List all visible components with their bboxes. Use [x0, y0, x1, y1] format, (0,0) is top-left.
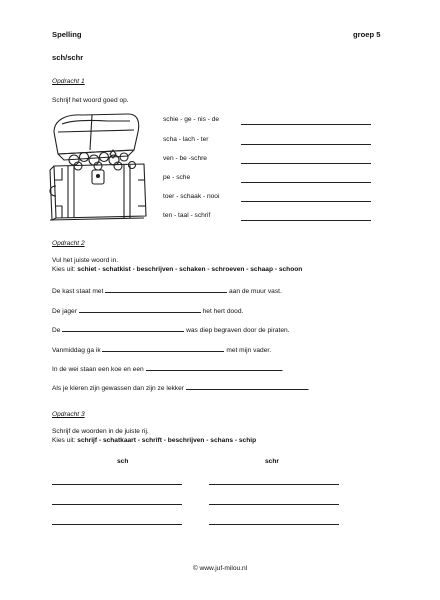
fill-blank[interactable] [102, 345, 224, 352]
kies-prefix: Kies uit: [52, 437, 78, 444]
answer-line[interactable] [241, 124, 371, 125]
column-header-schr: schr [265, 458, 279, 465]
opdracht3-instruction: Schrijf de woorden in de juiste rij. [52, 428, 149, 435]
kies-words: schiet - schatkist - beschrijven - schaken - schroeven - schaap - schoon [77, 266, 303, 273]
opdracht1-instruction: Schrijf het woord goed op. [52, 97, 129, 104]
group-label: groep 5 [353, 30, 381, 39]
footer-copyright: © www.juf-milou.nl [192, 565, 248, 572]
opdracht2-instruction: Vul het juiste woord in. [52, 257, 119, 264]
worksheet-subtitle: sch/schr [52, 53, 84, 62]
treasure-chest-icon [48, 110, 152, 222]
kies-words: schrijf - schatkaart - schrift - beschrijven - schans - schip [77, 437, 257, 444]
sentence: In de wei staan een koe en een . [52, 366, 284, 373]
answer-line[interactable] [241, 182, 371, 183]
opdracht1-item: ten - taal - schrif [163, 212, 211, 219]
schr-answer-line[interactable] [209, 524, 339, 525]
opdracht1-item: toer - schaak - nooi [163, 193, 220, 200]
sch-answer-line[interactable] [52, 524, 182, 525]
answer-line[interactable] [241, 220, 371, 221]
fill-blank[interactable] [105, 286, 227, 293]
opdracht2-word-bank [52, 266, 302, 273]
fill-blank[interactable] [186, 383, 308, 390]
opdracht1-heading: Opdracht 1 [52, 78, 85, 85]
schr-answer-line[interactable] [209, 484, 339, 485]
answer-line[interactable] [241, 163, 371, 164]
sch-answer-line[interactable] [52, 504, 182, 505]
opdracht1-item: pe - sche [163, 174, 191, 181]
sentence: De kast staat met aan de muur vast. [52, 288, 282, 295]
opdracht1-item: scha - lach - ter [163, 136, 209, 143]
fill-blank[interactable] [146, 364, 282, 371]
sentence: De was diep begraven door de piraten. [52, 327, 290, 334]
kies-prefix: Kies uit: [52, 266, 78, 273]
fill-blank[interactable] [62, 325, 184, 332]
opdracht3-word-bank [52, 437, 256, 444]
sch-answer-line[interactable] [52, 484, 182, 485]
column-header-sch: sch [117, 458, 129, 465]
answer-line[interactable] [241, 201, 371, 202]
opdracht1-item: schie - ge - nis - de [163, 116, 220, 123]
fill-blank[interactable] [79, 306, 201, 313]
worksheet-title: Spelling [52, 30, 82, 39]
sentence: Vanmiddag ga ik met mijn vader. [52, 347, 272, 354]
opdracht2-heading: Opdracht 2 [52, 240, 85, 247]
opdracht1-item: ven - be -schre [163, 155, 207, 162]
opdracht3-heading: Opdracht 3 [52, 411, 85, 418]
answer-line[interactable] [241, 144, 371, 145]
sentence: De jager het hert dood. [52, 308, 244, 315]
sentence: Als je kleren zijn gewassen dan zijn ze lekker . [52, 385, 310, 392]
schr-answer-line[interactable] [209, 504, 339, 505]
